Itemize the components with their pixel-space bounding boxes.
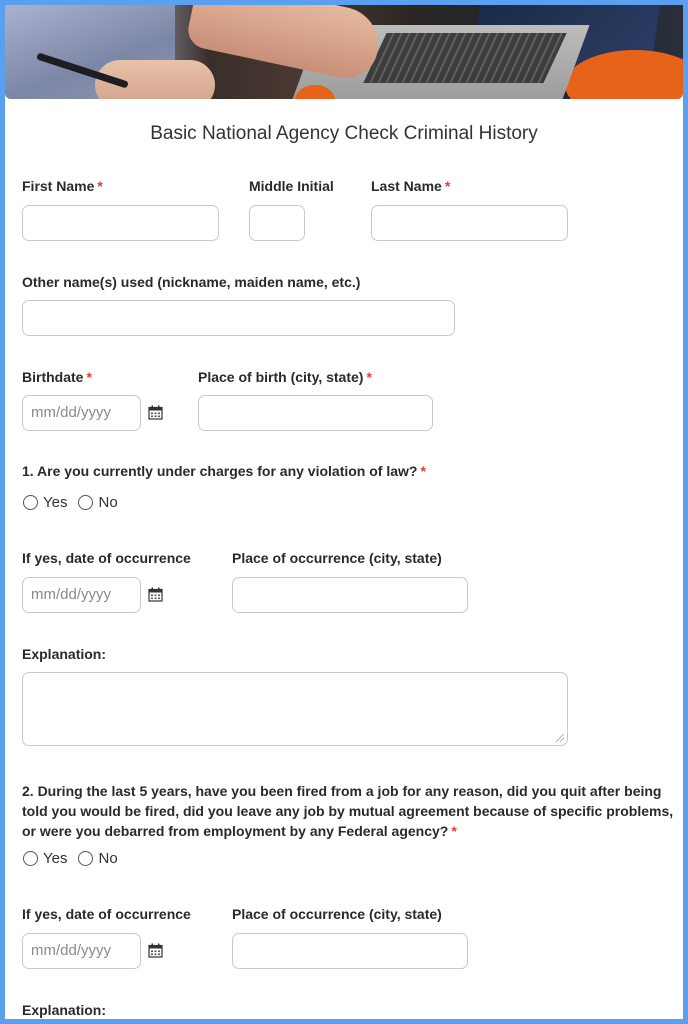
question-1-yes-radio[interactable]: Yes <box>23 494 67 511</box>
place-of-birth-label: Place of birth (city, state) * <box>198 369 372 385</box>
question-1: 1. Are you currently under charges for any violation of law? * <box>22 463 426 479</box>
radio-circle-icon[interactable] <box>78 851 93 866</box>
question-1-place-label: Place of occurrence (city, state) <box>232 550 442 566</box>
last-name-input[interactable] <box>371 205 568 241</box>
first-name-label: First Name * <box>22 178 103 194</box>
radio-circle-icon[interactable] <box>78 495 93 510</box>
birthdate-input[interactable]: mm/dd/yyyy <box>22 395 141 431</box>
radio-circle-icon[interactable] <box>23 495 38 510</box>
birthdate-label: Birthdate * <box>22 369 92 385</box>
question-1-date-input[interactable]: mm/dd/yyyy <box>22 577 141 613</box>
required-marker: * <box>366 369 372 385</box>
question-1-explanation-label: Explanation: <box>22 646 107 662</box>
resize-handle-icon[interactable] <box>556 734 564 742</box>
question-2: 2. During the last 5 years, have you been fired from a job for any reason, did you quit after being told you would be fired, did you leave any job by mutual agreement because of specific problems, or were you debarred from employment by any Federal agency? * <box>22 783 674 839</box>
question-2-place-label: Place of occurrence (city, state) <box>232 906 442 922</box>
required-marker: * <box>86 369 92 385</box>
question-1-radio-group <box>23 494 129 511</box>
other-names-input[interactable] <box>22 300 455 336</box>
middle-initial-label: Middle Initial <box>249 178 334 194</box>
question-1-explanation-textarea[interactable] <box>22 672 568 746</box>
question-2-yes-radio[interactable]: Yes <box>23 850 67 867</box>
question-2-date-label: If yes, date of occurrence <box>22 906 191 922</box>
first-name-input[interactable] <box>22 205 219 241</box>
form-title: Basic National Agency Check Criminal History <box>150 123 538 144</box>
calendar-icon[interactable] <box>148 587 163 602</box>
place-of-birth-input[interactable] <box>198 395 433 431</box>
required-marker: * <box>444 178 451 194</box>
calendar-icon[interactable] <box>148 405 163 420</box>
required-marker: * <box>451 823 457 839</box>
required-marker: * <box>420 463 426 479</box>
calendar-icon[interactable] <box>148 943 163 958</box>
question-2-place-input[interactable] <box>232 933 468 969</box>
question-2-radio-group <box>23 850 129 867</box>
question-2-explanation-label: Explanation: <box>22 1002 107 1018</box>
question-2-no-radio[interactable]: No <box>78 850 117 867</box>
middle-initial-input[interactable] <box>249 205 305 241</box>
question-1-place-input[interactable] <box>232 577 468 613</box>
header-image <box>5 5 683 99</box>
other-names-label: Other name(s) used (nickname, maiden name, etc.) <box>22 274 361 290</box>
question-1-date-label: If yes, date of occurrence <box>22 550 191 566</box>
form-card <box>5 5 683 1019</box>
last-name-label: Last Name * <box>371 178 451 194</box>
radio-circle-icon[interactable] <box>23 851 38 866</box>
required-marker: * <box>97 178 103 194</box>
question-1-no-radio[interactable]: No <box>78 494 117 511</box>
question-2-date-input[interactable]: mm/dd/yyyy <box>22 933 141 969</box>
